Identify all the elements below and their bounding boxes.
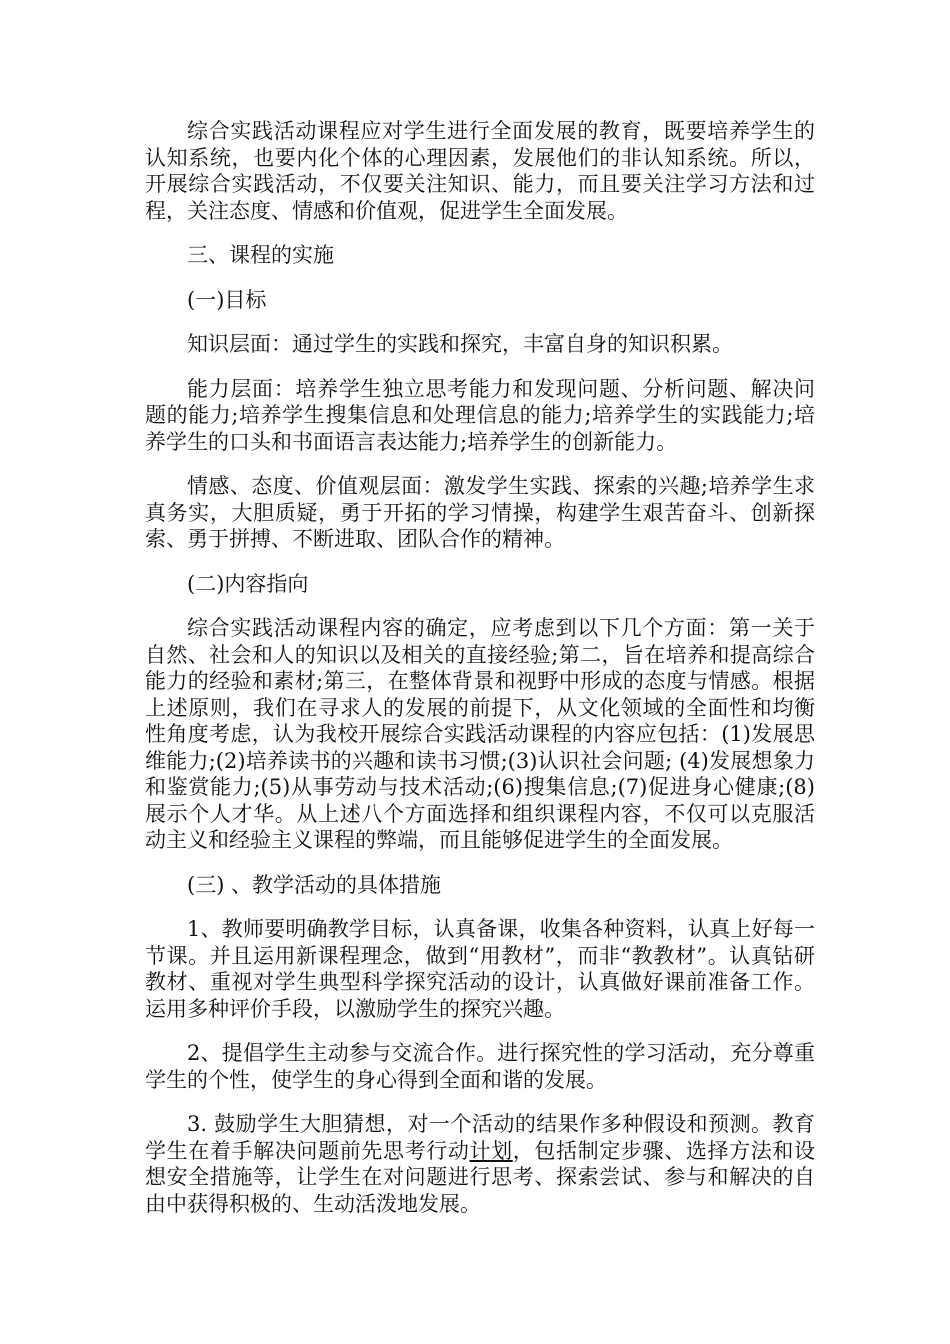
paragraph-emotion-level: 情感、态度、价值观层面：激发学生实践、探索的兴趣;培养学生求真务实，大胆质疑，勇于开拓的学习情操，构建学生艰苦奋斗、创新探索、勇于拼搏、不断进取、团队合作的精神。 — [145, 474, 815, 551]
section-heading-implementation: 三、课程的实施 — [187, 243, 334, 267]
subheading-goals: (一)目标 — [187, 287, 267, 312]
paragraph-measure-3 — [145, 1111, 815, 1217]
document-body — [145, 118, 815, 1235]
subheading-content: (二)内容指向 — [187, 571, 309, 596]
subheading-measures: (三) 、教学活动的具体措施 — [187, 872, 442, 897]
measure-3-text-start: 3. 鼓励学生大胆猜想，对一个活动的结果作多种假设和预测。教育学生在着手解决问题前先思考行动 — [145, 1112, 815, 1163]
paragraph-overview: 综合实践活动课程应对学生进行全面发展的教育，既要培养学生的认知系统，也要内化个体的心理因素，发展他们的非认知系统。所以，开展综合实践活动，不仅要关注知识、能力，而且要关注学习方法和过程，关注态度、情感和价值观，促进学生全面发展。 — [145, 119, 815, 223]
paragraph-measure-2: 2、提倡学生主动参与交流合作。进行探究性的学习活动，充分尊重学生的个性，使学生的身心得到全面和谐的发展。 — [145, 1041, 815, 1092]
paragraph-measure-1: 1、教师要明确教学目标，认真备课，收集各种资料，认真上好每一节课。并且运用新课程理念，做到“用教材”，而非“教教材”。认真钻研教材、重视对学生典型科学探究活动的设计，认真做好课前准备工作。运用多种评价手段，以激励学生的探究兴趣。 — [145, 917, 815, 1021]
measure-3-text-end: ，包括制定步骤、选择方法和设想安全措施等，让学生在对问题进行思考、探索尝试、参与和解决的自由中获得积极的、生动活泼地发展。 — [145, 1138, 816, 1216]
plan-link[interactable]: 计划 — [469, 1138, 513, 1163]
paragraph-knowledge-level: 知识层面：通过学生的实践和探究，丰富自身的知识积累。 — [187, 332, 733, 356]
paragraph-content-direction: 综合实践活动课程内容的确定，应考虑到以下几个方面：第一关于自然、社会和人的知识以及相关的直接经验;第二，旨在培养和提高综合能力的经验和素材;第三，在整体背景和视野中形成的态度与情感。根据上述原则，我们在寻求人的发展的前提下，从文化领域的全面性和均衡性角度考虑，认为我校开展综合实践活动课程的内容应包括：(1)发展思维能力;(2)培养读书的兴趣和读书习惯;(3)认识社会问题; (4)发展想象力和鉴赏能力;(5)从事劳动与技术活动;(6)搜集信息;(7)促进身心健康;(8)展示个人才华。从上述八个方面选择和组织课程内容，不仅可以克服活动主义和经验主义课程的弊端，而且能够促进学生的全面发展。 — [145, 616, 815, 852]
paragraph-ability-level: 能力层面：培养学生独立思考能力和发现问题、分析问题、解决问题的能力;培养学生搜集信息和处理信息的能力;培养学生的实践能力;培养学生的口头和书面语言表达能力;培养学生的创新能力。 — [145, 376, 815, 454]
